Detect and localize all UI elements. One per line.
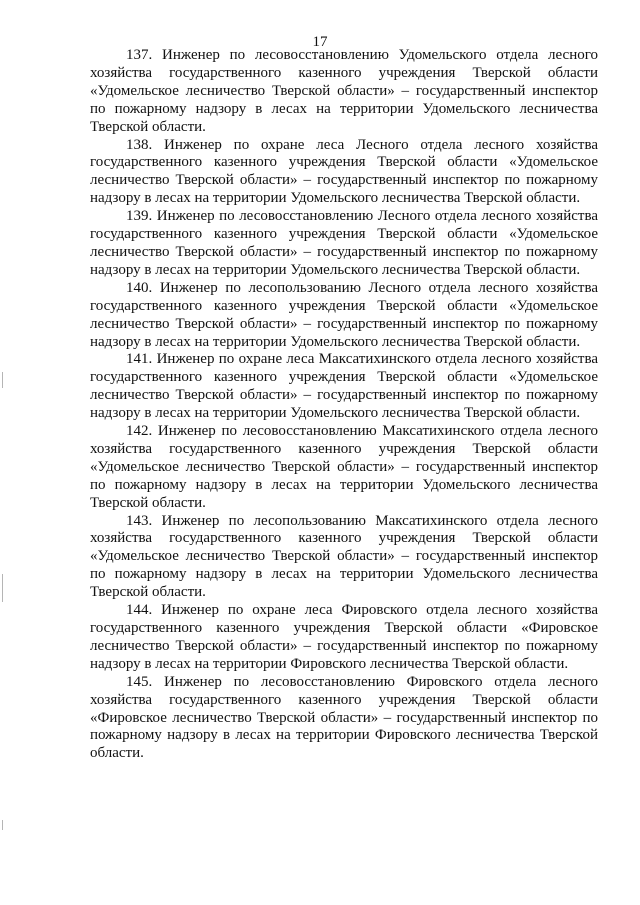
document-body (90, 47, 598, 763)
paragraph-144: 144. Инженер по охране леса Фировского отдела лесного хозяйства государственного казенного учреждения Тверской области «Фировское лесничество Тверской области» – государственный инспектор по пожарному надзору в лесах на территории Фировского лесничества Тверской области. (90, 602, 598, 672)
paragraph-140: 140. Инженер по лесопользованию Лесного отдела лесного хозяйства государственного казенного учреждения Тверской области «Удомельское лесничество Тверской области» – государственный инспектор по пожарному надзору в лесах на территории Удомельского лесничества Тверской области. (90, 279, 598, 350)
paragraph-138: 138. Инженер по охране леса Лесного отдела лесного хозяйства государственного казенного учреждения Тверской области «Удомельское лесничество Тверской области» – государственный инспектор по пожарному надзору в лесах на территории Удомельского лесничества Тверской области. (90, 136, 598, 207)
paragraph-137: 137. Инженер по лесовосстановлению Удомельского отдела лесного хозяйства государственного казенного учреждения Тверской области «Удомельское лесничество Тверской области» – государственный инспектор по пожарному надзору в лесах на территории Удомельского лесничества Тверской области. (90, 47, 598, 135)
scan-edge-mark (2, 574, 3, 602)
page-number: 17 (312, 34, 328, 50)
paragraph-139: 139. Инженер по лесовосстановлению Лесного отдела лесного хозяйства государственного казенного учреждения Тверской области «Удомельское лесничество Тверской области» – государственный инспектор по пожарному надзору в лесах на территории Удомельского лесничества Тверской области. (90, 208, 598, 278)
scan-edge-mark (2, 372, 3, 388)
scan-edge-mark (2, 820, 3, 830)
paragraph-142: 142. Инженер по лесовосстановлению Максатихинского отдела лесного хозяйства государственного казенного учреждения Тверской области «Удомельское лесничество Тверской области» – государственный инспектор по пожарному надзору в лесах на территории Удомельского лесничества Тверской области. (90, 423, 598, 511)
paragraph-141: 141. Инженер по охране леса Максатихинского отдела лесного хозяйства государственного казенного учреждения Тверской области «Удомельское лесничество Тверской области» – государственный инспектор по пожарному надзору в лесах на территории Удомельского лесничества Тверской области. (90, 351, 598, 422)
paragraph-145: 145. Инженер по лесовосстановлению Фировского отдела лесного хозяйства государственного казенного учреждения Тверской области «Фировское лесничество Тверской области» – государственный инспектор по пожарному надзору в лесах на территории Фировского лесничества Тверской области. (90, 673, 598, 762)
paragraph-143: 143. Инженер по лесопользованию Максатихинского отдела лесного хозяйства государственного казенного учреждения Тверской области «Удомельское лесничество Тверской области» – государственный инспектор по пожарному надзору в лесах на территории Удомельского лесничества Тверской области. (90, 512, 598, 601)
